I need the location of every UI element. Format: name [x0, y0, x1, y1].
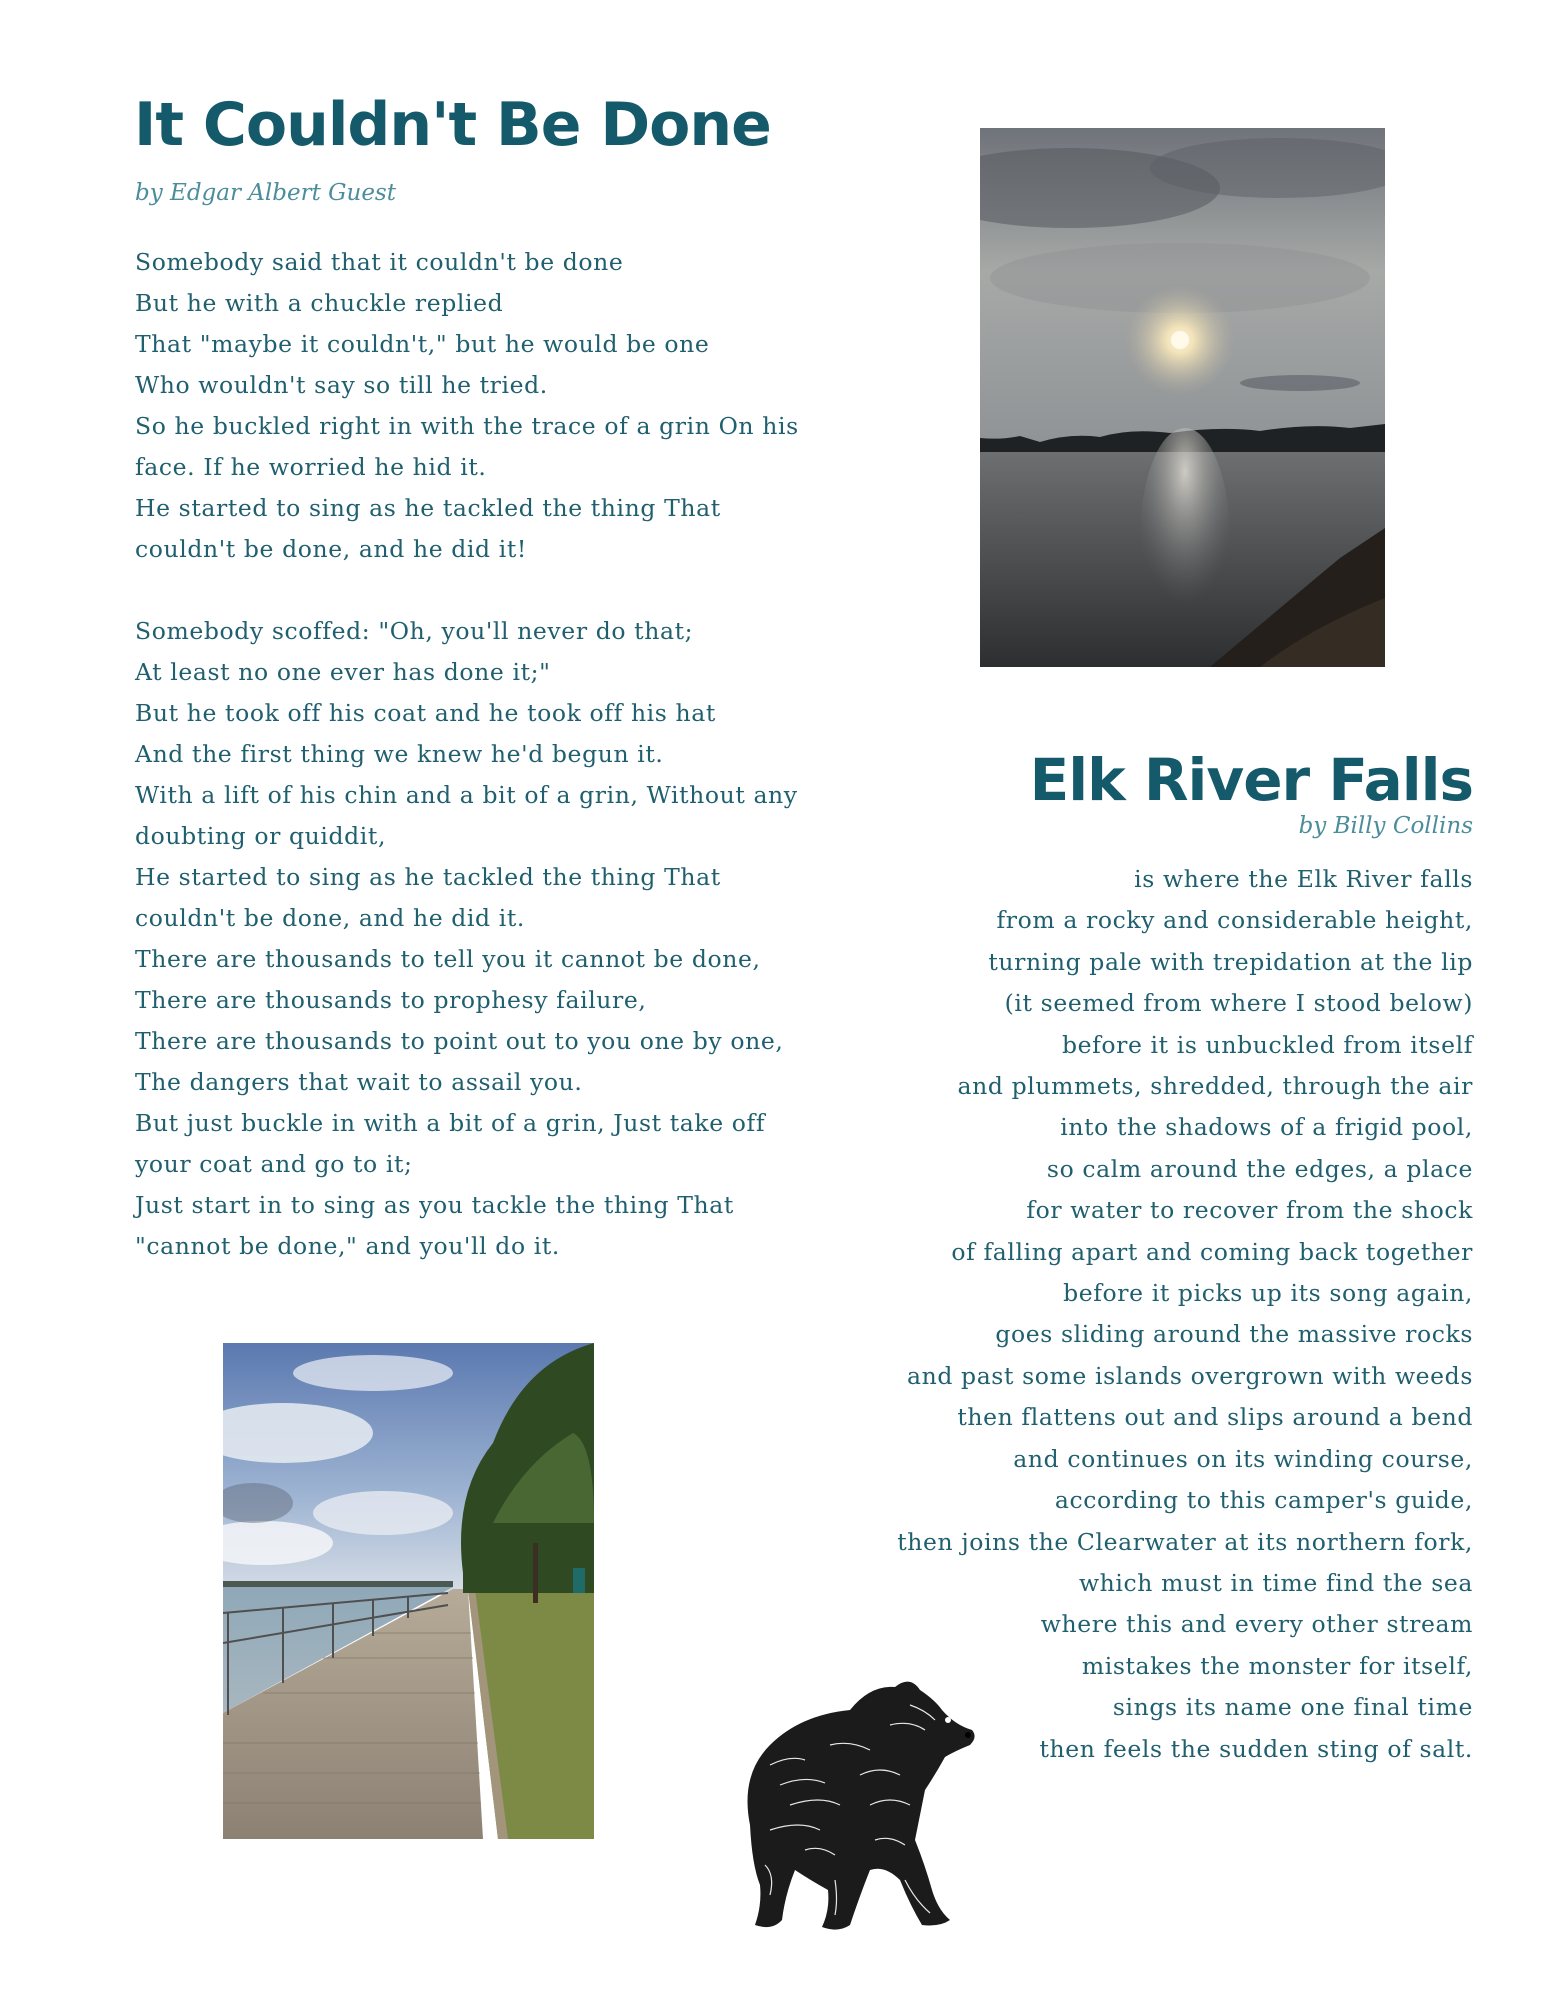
poem-author-collins: by Billy Collins [1298, 813, 1473, 839]
poem-line: and plummets, shredded, through the air [957, 1072, 1473, 1101]
poem-title-elk-river-falls: Elk River Falls [1029, 746, 1473, 814]
poem-line: which must in time find the sea [1078, 1568, 1473, 1597]
poem-line: and continues on its winding course, [1013, 1444, 1473, 1473]
poem-line: your coat and go to it; [135, 1150, 413, 1178]
poem-line: doubting or quiddit, [135, 822, 387, 850]
poem-line: With a lift of his chin and a bit of a grin, Without any [135, 781, 798, 809]
poem-author-guest: by Edgar Albert Guest [135, 180, 396, 206]
poem-line: goes sliding around the massive rocks [995, 1320, 1473, 1349]
poem-line: There are thousands to prophesy failure, [135, 986, 647, 1014]
poem-line: into the shadows of a frigid pool, [1060, 1113, 1473, 1142]
boardwalk-photo [223, 1343, 594, 1839]
poem-line: Somebody said that it couldn't be done [135, 248, 624, 276]
poem-title-it-couldnt-be-done: It Couldn't Be Done [134, 90, 771, 160]
poem-body-elk-river-falls [753, 859, 1473, 1770]
poem-line: couldn't be done, and he did it! [135, 535, 527, 563]
poem-line: according to this camper's guide, [1054, 1486, 1473, 1515]
poem-line: That "maybe it couldn't," but he would be one [135, 330, 710, 358]
poem-line: sings its name one final time [1112, 1693, 1473, 1722]
poem-line: of falling apart and coming back together [951, 1237, 1473, 1266]
poem-body-it-couldnt-be-done [135, 242, 815, 1267]
poem-line: then feels the sudden sting of salt. [1039, 1734, 1473, 1763]
poem-line: The dangers that wait to assail you. [135, 1068, 583, 1096]
poem-line: So he buckled right in with the trace of a grin On his [135, 412, 799, 440]
poem-line: so calm around the edges, a place [1046, 1154, 1473, 1183]
poem-line: He started to sing as he tackled the thing That [135, 494, 721, 522]
poem-line: from a rocky and considerable height, [996, 906, 1473, 935]
poem-line: for water to recover from the shock [1026, 1196, 1473, 1225]
poem-line: face. If he worried he hid it. [135, 453, 487, 481]
poem-line: Just start in to sing as you tackle the thing That [135, 1191, 734, 1219]
poem-line: (it seemed from where I stood below) [1004, 989, 1473, 1018]
poem-line: Who wouldn't say so till he tried. [135, 371, 548, 399]
poem-line: And the first thing we knew he'd begun it. [135, 740, 664, 768]
poem-line: then flattens out and slips around a bend [957, 1403, 1473, 1432]
poem-line: He started to sing as he tackled the thing That [135, 863, 721, 891]
poem-line: But he took off his coat and he took off his hat [135, 699, 716, 727]
bear-illustration [710, 1665, 985, 1945]
poem-line: and past some islands overgrown with weeds [907, 1361, 1473, 1390]
poem-line: before it is unbuckled from itself [1061, 1030, 1473, 1059]
poem-line: At least no one ever has done it;" [135, 658, 551, 686]
stanza-break [135, 570, 815, 611]
poem-line: Somebody scoffed: "Oh, you'll never do that; [135, 617, 694, 645]
poem-line: mistakes the monster for itself, [1081, 1651, 1473, 1680]
poem-line: is where the Elk River falls [1134, 865, 1473, 893]
poem-line: There are thousands to tell you it cannot be done, [135, 945, 761, 973]
poem-line: before it picks up its song again, [1063, 1279, 1473, 1308]
river-sunset-photo [980, 128, 1385, 667]
poem-line: But just buckle in with a bit of a grin, Just take off [135, 1109, 766, 1137]
poem-line: turning pale with trepidation at the lip [988, 947, 1473, 976]
poem-line: where this and every other stream [1040, 1610, 1473, 1639]
poem-line: couldn't be done, and he did it. [135, 904, 525, 932]
poem-line: There are thousands to point out to you one by one, [135, 1027, 784, 1055]
poem-line: "cannot be done," and you'll do it. [135, 1232, 560, 1260]
poem-line: But he with a chuckle replied [135, 289, 504, 317]
poem-line: then joins the Clearwater at its northern fork, [897, 1527, 1473, 1556]
